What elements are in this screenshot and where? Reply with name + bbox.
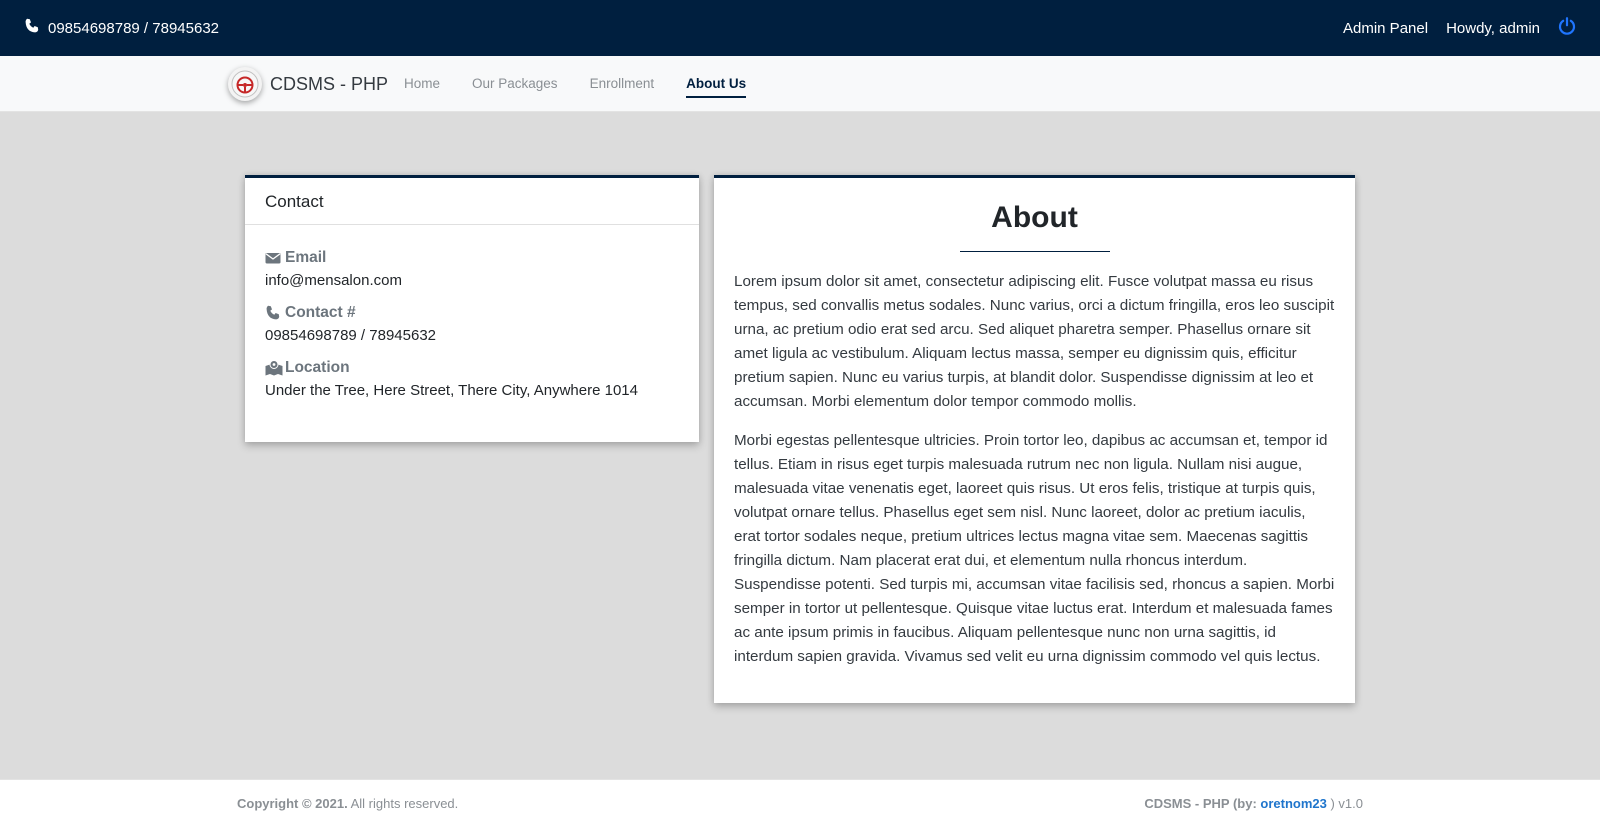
about-body bbox=[714, 270, 1355, 669]
power-icon bbox=[1558, 17, 1576, 35]
phone-icon bbox=[265, 305, 281, 321]
email-label: Email bbox=[285, 249, 327, 266]
top-bar-phone: 09854698789 / 78945632 bbox=[48, 19, 220, 37]
author-link[interactable]: oretnom23 bbox=[1260, 796, 1327, 811]
footer bbox=[0, 779, 1600, 827]
admin-panel-link[interactable]: Admin Panel bbox=[1343, 19, 1429, 37]
nav-link-about-us[interactable]: About Us bbox=[670, 56, 762, 112]
nav-link-home[interactable]: Home bbox=[404, 76, 441, 91]
top-bar-contact bbox=[24, 18, 219, 38]
footer-app-name: CDSMS - PHP (by: bbox=[1144, 796, 1261, 811]
contact-location bbox=[265, 357, 679, 402]
about-paragraph: Morbi egestas pellentesque ultricies. Proin tortor leo, dapibus ac accumsan et, tempor id tellus. Etiam in risus eget turpis malesuada rutrum nec non ligula. Nullam nisi augue, malesuada vitae venenatis eget, laoreet quis risus. Ut eros felis, tristique at turpis quis, volutpat ornare tellus. Phasellus eget sem nisl. Nunc laoreet, dolor ac pretium iaculis, erat tortor sodales neque, pretium ultrices lectus magna vitae sem. Maecenas sagittis fringilla dictum. Nam placerat erat dui, et elementum nulla rhoncus interdum. Suspendisse potenti. Sed turpis mi, accumsan vitae facilisis sed, rhoncus a sapien. Morbi semper in tortor ut pellentesque. Quisque vitae luctus erat. Interdum et malesuada fames ac ante ipsum primis in faucibus. Aliquam pellentesque nunc non urna sagittis, id interdum sapien gravida. Vivamus sed velit eu urna dignissim commodo vel quis lectus. bbox=[734, 432, 1335, 665]
footer-copyright bbox=[237, 796, 458, 811]
envelope-icon bbox=[265, 250, 281, 266]
brand-logo bbox=[228, 67, 262, 101]
location-label: Location bbox=[285, 359, 350, 376]
copyright-bold: Copyright © 2021. bbox=[237, 796, 348, 811]
contact-email bbox=[265, 247, 679, 292]
brand-link[interactable] bbox=[228, 67, 388, 101]
nav-link-our-packages[interactable]: Our Packages bbox=[472, 76, 558, 91]
location-value: Under the Tree, Here Street, There City, Anywhere 1014 bbox=[265, 382, 638, 399]
phone-value: 09854698789 / 78945632 bbox=[265, 327, 437, 344]
contact-card-title: Contact bbox=[245, 178, 699, 225]
logout-button[interactable] bbox=[1558, 17, 1576, 39]
contact-phone bbox=[265, 302, 679, 347]
top-bar bbox=[0, 0, 1600, 56]
footer-credits bbox=[1144, 796, 1363, 811]
map-marked-icon bbox=[265, 360, 281, 376]
about-divider bbox=[960, 251, 1110, 252]
phone-label: Contact # bbox=[285, 304, 356, 321]
greeting-text: Howdy, admin bbox=[1446, 19, 1540, 37]
phone-icon bbox=[24, 18, 40, 38]
email-value: info@mensalon.com bbox=[265, 272, 402, 289]
brand-name: CDSMS - PHP bbox=[270, 73, 389, 94]
about-paragraph: Lorem ipsum dolor sit amet, consectetur adipiscing elit. Fusce volutpat massa eu risus tempus, sed convallis metus sodales. Nunc varius, orci a dictum fringilla, eros leo suscipit urna, ac pretium odio erat sed arcu. Sed aliquet pharetra semper. Phasellus ornare sit amet ligula ac vestibulum. Aliquam lectus massa, semper eu dignissim quis, efficitur pretium sapien. Nunc eu varius turpis, at blandit dolor. Suspendisse dignissim at leo et accumsan. Morbi elementum dolor tempor commodo mollis. bbox=[734, 273, 1335, 410]
contact-card bbox=[245, 175, 699, 442]
main-navbar bbox=[0, 56, 1600, 112]
about-card bbox=[714, 175, 1355, 703]
footer-version: ) v1.0 bbox=[1326, 796, 1363, 811]
nav-links bbox=[396, 56, 762, 112]
copyright-rest: All rights reserved. bbox=[347, 796, 459, 811]
about-title: About bbox=[991, 201, 1078, 234]
nav-link-enrollment[interactable]: Enrollment bbox=[589, 76, 655, 91]
